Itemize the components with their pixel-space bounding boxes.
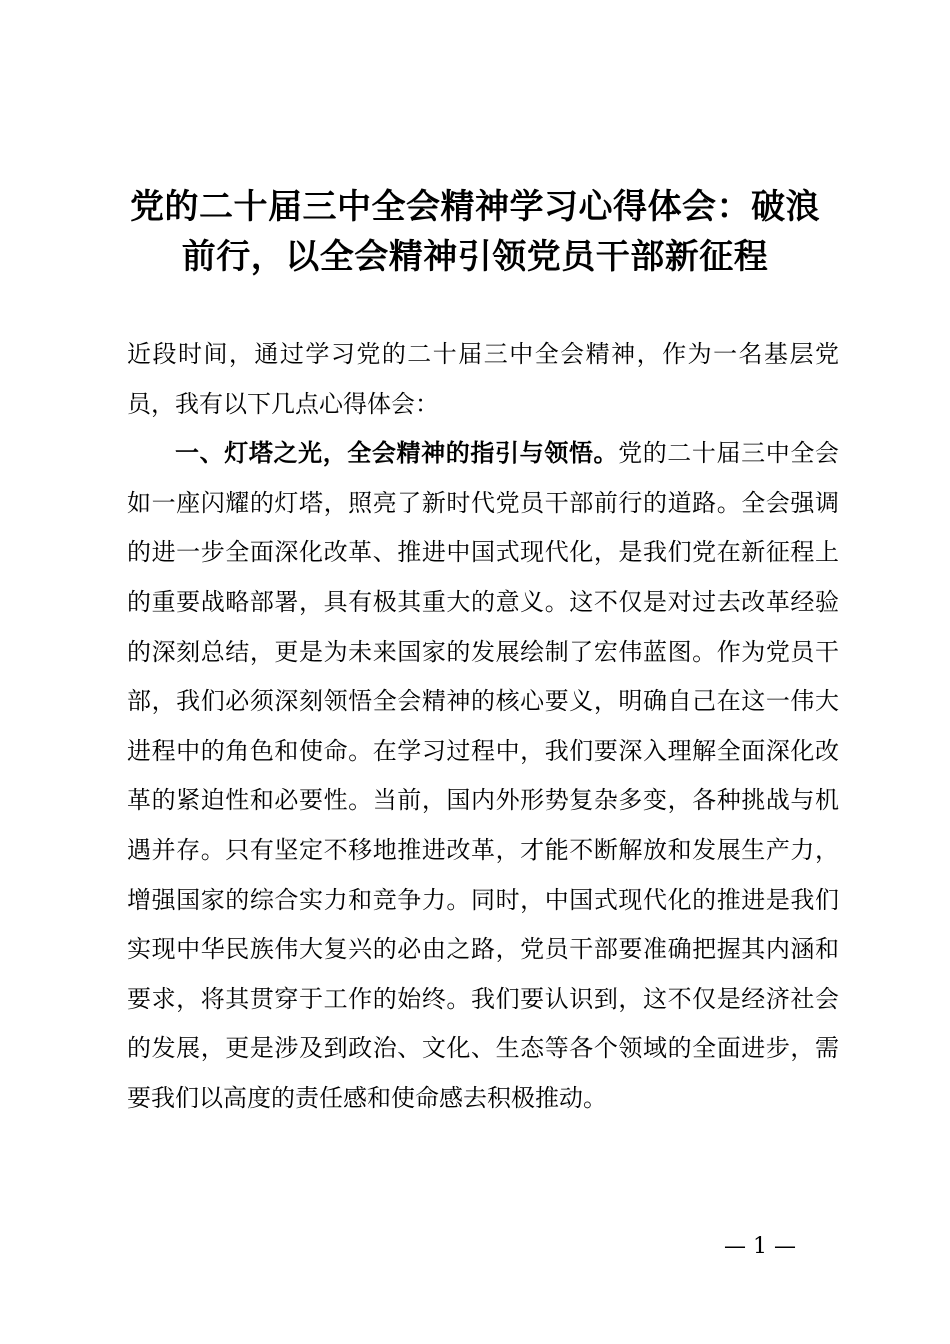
document-body — [127, 330, 839, 1124]
section-one-body: 党的二十届三中全会如一座闪耀的灯塔，照亮了新时代党员干部前行的道路。全会强调的进一步全面深化改革、推进中国式现代化，是我们党在新征程上的重要战略部署，具有极其重大的意义。这不仅是对过去改革经验的深刻总结，更是为未来国家的发展绘制了宏伟蓝图。作为党员干部，我们必须深刻领悟全会精神的核心要义，明确自己在这一伟大进程中的角色和使命。在学习过程中，我们要深入理解全面深化改革的紧迫性和必要性。当前，国内外形势复杂多变，各种挑战与机遇并存。只有坚定不移地推进改革，才能不断解放和发展生产力，增强国家的综合实力和竞争力。同时，中国式现代化的推进是我们实现中华民族伟大复兴的必由之路，党员干部要准确把握其内涵和要求，将其贯穿于工作的始终。我们要认识到，这不仅是经济社会的发展，更是涉及到政治、文化、生态等各个领域的全面进步，需要我们以高度的责任感和使命感去积极推动。 — [127, 439, 840, 1112]
intro-paragraph: 近段时间，通过学习党的二十届三中全会精神，作为一名基层党员，我有以下几点心得体会： — [127, 340, 839, 418]
section-one-heading: 一、灯塔之光，全会精神的指引与领悟。 — [175, 439, 619, 468]
document-title — [100, 182, 850, 282]
title-line-1: 党的二十届三中全会精神学习心得体会：破浪 — [130, 187, 820, 227]
section-one-paragraph — [127, 429, 839, 1123]
page-number: — 1 — — [724, 1234, 796, 1259]
title-line-2: 前行，以全会精神引领党员干部新征程 — [181, 237, 769, 277]
